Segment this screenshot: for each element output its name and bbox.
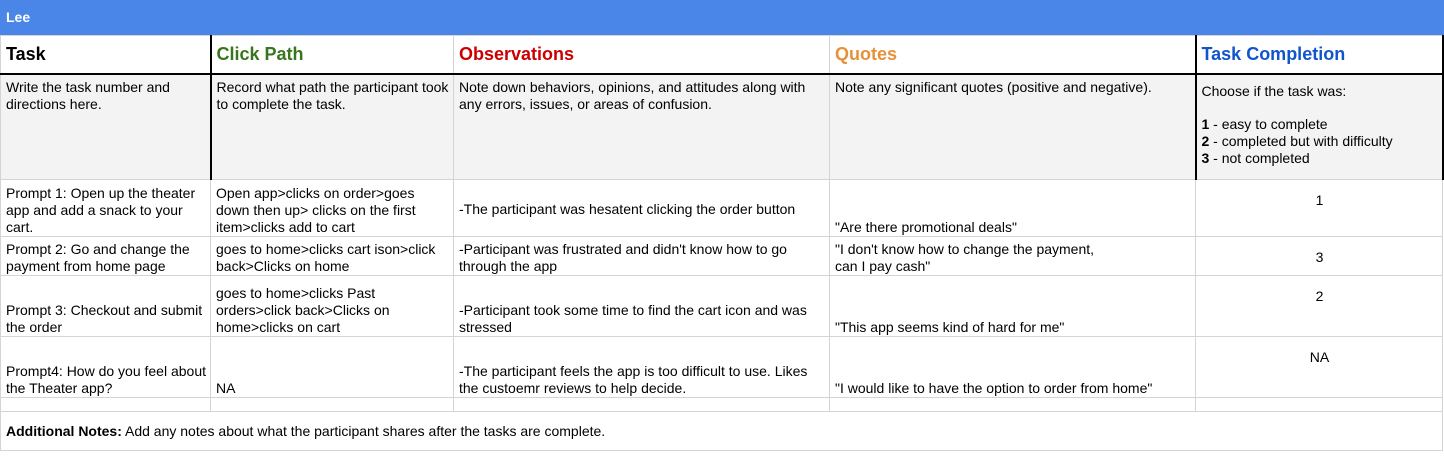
empty-cell[interactable] xyxy=(211,398,454,412)
scale-item xyxy=(1202,133,1438,150)
empty-row xyxy=(1,398,1443,412)
task-cell[interactable]: Prompt4: How do you feel about the Theater app? xyxy=(1,337,211,398)
desc-quotes[interactable]: Note any significant quotes (positive and negative). xyxy=(830,74,1196,180)
observations-cell[interactable]: -Participant took some time to find the cart icon and was stressed xyxy=(454,276,830,337)
scale-text: - easy to complete xyxy=(1209,115,1328,132)
task-cell[interactable]: Prompt 1: Open up the theater app and add a snack to your cart. xyxy=(1,180,211,237)
completion-intro: Choose if the task was: xyxy=(1201,82,1347,99)
additional-notes-cell[interactable] xyxy=(1,412,1443,451)
click-path-cell[interactable]: NA xyxy=(211,337,454,398)
usability-table xyxy=(0,35,1444,451)
click-path-cell[interactable]: goes to home>clicks cart ison>click back>Clicks on home xyxy=(211,237,454,276)
desc-task[interactable]: Write the task number and directions here. xyxy=(1,74,211,180)
scale-item xyxy=(1202,116,1438,133)
header-task-completion[interactable]: Task Completion xyxy=(1196,36,1443,74)
header-quotes[interactable]: Quotes xyxy=(830,36,1196,74)
header-task[interactable]: Task xyxy=(1,36,211,74)
scale-number: 1 xyxy=(1201,115,1210,132)
empty-cell[interactable] xyxy=(1196,398,1443,412)
scale-number: 3 xyxy=(1201,149,1210,166)
observations-cell[interactable]: -The participant feels the app is too difficult to use. Likes the custoemr reviews to help decide. xyxy=(454,337,830,398)
table-row xyxy=(1,237,1443,276)
desc-click-path[interactable]: Record what path the participant took to complete the task. xyxy=(211,74,454,180)
completion-cell[interactable]: NA xyxy=(1196,337,1443,398)
scale-text: - completed but with difficulty xyxy=(1209,132,1393,149)
completion-cell[interactable]: 1 xyxy=(1196,180,1443,237)
table-row xyxy=(1,276,1443,337)
quotes-cell[interactable]: "Are there promotional deals" xyxy=(830,180,1196,237)
sheet-title-bar[interactable]: Lee xyxy=(0,0,1444,35)
observations-cell[interactable]: -The participant was hesatent clicking the order button xyxy=(454,180,830,237)
empty-cell[interactable] xyxy=(454,398,830,412)
click-path-cell[interactable]: Open app>clicks on order>goes down then up> clicks on the first item>clicks add to cart xyxy=(211,180,454,237)
desc-observations[interactable]: Note down behaviors, opinions, and attitudes along with any errors, issues, or areas of confusion. xyxy=(454,74,830,180)
quotes-cell[interactable]: "I would like to have the option to order from home" xyxy=(830,337,1196,398)
scale-item xyxy=(1202,150,1438,167)
observations-cell[interactable]: -Participant was frustrated and didn't know how to go through the app xyxy=(454,237,830,276)
completion-cell[interactable]: 3 xyxy=(1196,237,1443,276)
completion-cell[interactable]: 2 xyxy=(1196,276,1443,337)
click-path-cell[interactable]: goes to home>clicks Past orders>click back>Clicks on home>clicks on cart xyxy=(211,276,454,337)
task-cell[interactable]: Prompt 2: Go and change the payment from home page xyxy=(1,237,211,276)
quotes-cell[interactable]: "I don't know how to change the payment, can I pay cash" xyxy=(830,237,1196,276)
header-row xyxy=(1,36,1443,74)
quotes-cell[interactable]: "This app seems kind of hard for me" xyxy=(830,276,1196,337)
additional-notes-row xyxy=(1,412,1443,451)
table-row xyxy=(1,337,1443,398)
header-observations[interactable]: Observations xyxy=(454,36,830,74)
desc-task-completion[interactable] xyxy=(1196,74,1443,180)
header-click-path[interactable]: Click Path xyxy=(211,36,454,74)
empty-cell[interactable] xyxy=(1,398,211,412)
scale-number: 2 xyxy=(1201,132,1210,149)
description-row xyxy=(1,74,1443,180)
empty-cell[interactable] xyxy=(830,398,1196,412)
additional-notes-text: Add any notes about what the participant shares after the tasks are complete. xyxy=(121,423,606,439)
table-row xyxy=(1,180,1443,237)
scale-text: - not completed xyxy=(1209,149,1310,166)
additional-notes-label: Additional Notes: xyxy=(6,423,122,439)
task-cell[interactable]: Prompt 3: Checkout and submit the order xyxy=(1,276,211,337)
